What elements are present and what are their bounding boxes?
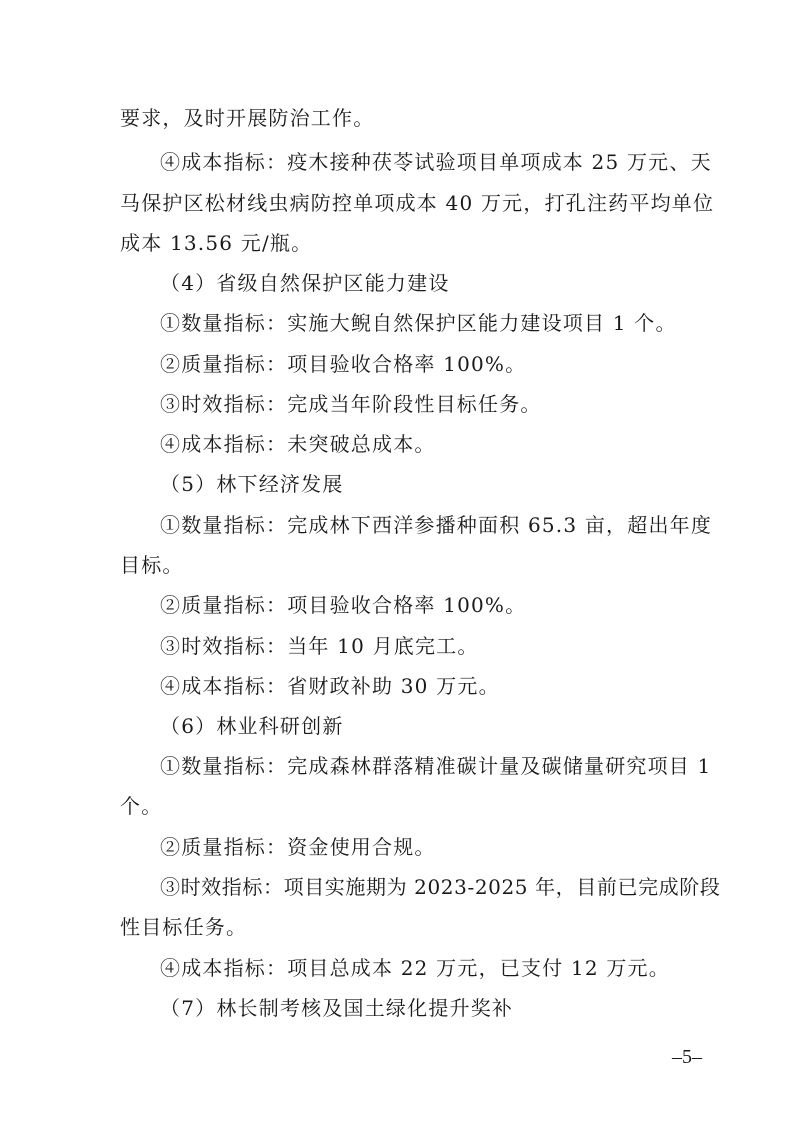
- page-number: –5–: [672, 1046, 702, 1068]
- text-line: 要求，及时开展防治工作。: [120, 106, 375, 130]
- section-heading: （5）林下经济发展: [160, 472, 344, 496]
- text-line: 个。: [120, 794, 163, 818]
- text-line: ①数量指标：完成森林群落精准碳计量及碳储量研究项目 1: [160, 754, 712, 778]
- text-line: ④成本指标：省财政补助 30 万元。: [160, 674, 500, 698]
- text-line: ④成本指标：项目总成本 22 万元，已支付 12 万元。: [160, 956, 670, 980]
- text-line: ④成本指标：疫木接种茯苓试验项目单项成本 25 万元、天: [160, 150, 712, 174]
- text-line: ③时效指标：当年 10 月底完工。: [160, 634, 479, 658]
- text-line: 性目标任务。: [120, 915, 248, 939]
- section-heading: （6）林业科研创新: [160, 714, 344, 738]
- text-line: ②质量指标：项目验收合格率 100%。: [160, 352, 527, 376]
- text-line: ①数量指标：实施大鲵自然保护区能力建设项目 1 个。: [160, 311, 677, 335]
- section-heading: （4）省级自然保护区能力建设: [160, 271, 450, 295]
- text-line: ②质量指标：资金使用合规。: [160, 835, 436, 859]
- text-line: ②质量指标：项目验收合格率 100%。: [160, 593, 527, 617]
- text-line: ④成本指标：未突破总成本。: [160, 432, 436, 456]
- section-heading: （7）林长制考核及国土绿化提升奖补: [160, 996, 514, 1020]
- text-line: 马保护区松材线虫病防控单项成本 40 万元，打孔注药平均单位: [120, 191, 715, 215]
- text-line: 成本 13.56 元/瓶。: [120, 231, 313, 255]
- text-line: ③时效指标：项目实施期为 2023-2025 年，目前已完成阶段: [160, 875, 721, 899]
- text-line: 目标。: [120, 553, 184, 577]
- text-line: ①数量指标：完成林下西洋参播种面积 65.3 亩，超出年度: [160, 513, 713, 537]
- text-line: ③时效指标：完成当年阶段性目标任务。: [160, 392, 542, 416]
